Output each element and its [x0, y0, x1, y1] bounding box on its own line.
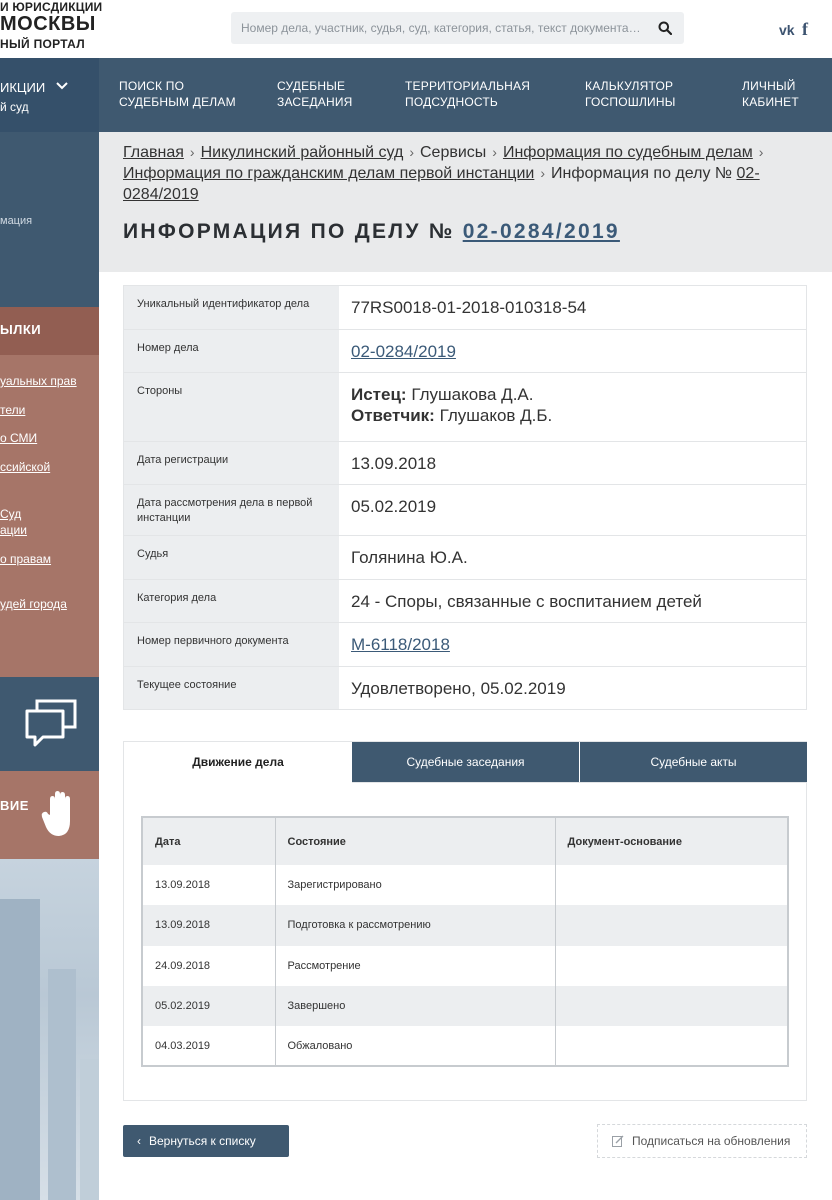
tab-court-hearings[interactable]: Судебные заседания [352, 742, 579, 782]
sidebar-link[interactable]: ации [0, 523, 27, 537]
case-number-link[interactable]: 02-0284/2019 [351, 342, 456, 361]
subscribe-updates-button[interactable] [597, 1124, 807, 1158]
nav-item-line: ЗАСЕДАНИЯ [277, 95, 353, 109]
sidebar-link[interactable]: удей города [0, 597, 67, 611]
breadcrumb-separator-icon: › [540, 165, 546, 181]
case-info-row [124, 373, 806, 442]
hand-icon [40, 789, 80, 841]
column-header-document: Документ-основание [555, 817, 788, 865]
logo-line-1: И ЮРИСДИКЦИИ [0, 0, 103, 14]
logo-line-3: НЫЙ ПОРТАЛ [0, 37, 85, 51]
page-title [123, 220, 620, 244]
building-shape [0, 899, 40, 1200]
sidebar-city-image [0, 859, 99, 1200]
page-title-case-link[interactable]: 02-0284/2019 [462, 220, 620, 243]
content-header [99, 132, 832, 272]
nav-case-search[interactable] [119, 78, 236, 110]
case-info-value: Удовлетворено, 05.02.2019 [351, 679, 566, 698]
case-info-row [124, 667, 806, 709]
breadcrumb-link-current-case[interactable]: 02-0284/2019 [123, 165, 760, 203]
breadcrumb-separator-icon: › [492, 144, 497, 160]
sidebar-link[interactable]: тели [0, 403, 26, 417]
sidebar-link[interactable]: Суд [0, 507, 22, 521]
back-button-label: Вернуться к списку [149, 1134, 256, 1148]
case-info-label: Судья [124, 536, 339, 579]
sidebar-reception-label: ВИЕ [0, 798, 29, 813]
movement-document [555, 905, 788, 945]
plaintiff-role: Истец: [351, 385, 407, 404]
sidebar-reception-block[interactable] [0, 771, 99, 859]
movement-date: 04.03.2019 [142, 1026, 275, 1066]
case-info-label: Номер первичного документа [124, 623, 339, 666]
breadcrumb-current: Информация по делу № [551, 165, 733, 182]
sidebar-link[interactable]: о правам [0, 552, 52, 566]
case-parties [339, 373, 806, 441]
table-row [142, 946, 788, 986]
movement-date: 05.02.2019 [142, 986, 275, 1026]
nav-court-hearings[interactable] [277, 78, 353, 110]
case-info-value [339, 623, 806, 666]
tab-case-movement[interactable]: Движение дела [124, 742, 352, 782]
sidebar-link[interactable]: уальных прав [0, 374, 77, 388]
case-info-value: 05.02.2019 [351, 497, 437, 516]
breadcrumb-separator-icon: › [758, 144, 764, 160]
logo-line-2: МОСКВЫ [0, 13, 96, 35]
case-info-label: Дата рассмотрения дела в первой инстанции [124, 485, 339, 535]
search-input[interactable] [231, 12, 646, 44]
nav-item-line: СУДЕБНЫМ ДЕЛАМ [119, 95, 236, 109]
nav-item-line: СУДЕБНЫЕ [277, 79, 346, 93]
table-row [142, 986, 788, 1026]
movement-date: 13.09.2018 [142, 865, 275, 905]
case-tabs-panel [123, 741, 807, 1101]
nav-item-line: ТЕРРИТОРИАЛЬНАЯ [405, 79, 531, 93]
movement-document [555, 1026, 788, 1066]
chevron-left-icon: ‹ [137, 1134, 141, 1148]
case-info-row [124, 286, 806, 330]
nav-fee-calculator[interactable] [585, 78, 676, 110]
case-info-label: Стороны [124, 373, 339, 441]
table-row [142, 905, 788, 945]
chevron-down-icon [56, 81, 68, 91]
edit-icon [612, 1135, 624, 1147]
subscribe-label: Подписаться на обновления [632, 1134, 791, 1148]
site-logo[interactable] [0, 0, 110, 58]
column-header-date: Дата [142, 817, 275, 865]
table-row [142, 1026, 788, 1066]
court-label: й суд [0, 100, 29, 114]
column-header-state: Состояние [275, 817, 555, 865]
case-info-value [339, 330, 806, 372]
case-info-value: 24 - Споры, связанные с воспитанием детей [351, 592, 702, 611]
nav-personal-account[interactable] [742, 78, 799, 110]
case-info-label: Номер дела [124, 330, 339, 372]
case-movement-table [141, 816, 789, 1067]
breadcrumb-link-home[interactable]: Главная [123, 144, 184, 161]
case-info-row [124, 442, 806, 485]
case-info-row [124, 330, 806, 373]
defendant-line [351, 405, 794, 426]
case-info-row [124, 623, 806, 667]
page-title-prefix: ИНФОРМАЦИЯ ПО ДЕЛУ № [123, 220, 455, 243]
chat-icon [23, 697, 79, 749]
back-to-list-button[interactable] [123, 1125, 289, 1157]
movement-document [555, 986, 788, 1026]
jurisdiction-selector[interactable] [0, 58, 99, 132]
movement-state: Обжаловано [275, 1026, 555, 1066]
case-info-table [123, 285, 807, 710]
search-box [231, 12, 684, 44]
breadcrumb-services: Сервисы [420, 144, 487, 161]
nav-item-line: ЛИЧНЫЙ [742, 79, 796, 93]
nav-item-line: ПОДСУДНОСТЬ [405, 95, 498, 109]
defendant-role: Ответчик: [351, 406, 435, 425]
jurisdiction-label: ИКЦИИ [0, 80, 46, 95]
table-row [142, 865, 788, 905]
breadcrumb-separator-icon: › [189, 144, 195, 160]
case-info-value: Голянина Ю.А. [351, 548, 468, 567]
plaintiff-name: Глушакова Д.А. [411, 385, 534, 404]
sidebar-link[interactable]: о СМИ [0, 431, 38, 445]
sidebar-links-block [0, 307, 99, 677]
case-info-label: Дата регистрации [124, 442, 339, 484]
table-header-row [142, 817, 788, 865]
building-shape [48, 969, 76, 1200]
nav-item-line: ПОИСК ПО [119, 79, 185, 93]
nav-territorial-jurisdiction[interactable] [405, 78, 530, 110]
breadcrumb-link-court[interactable]: Никулинский районный суд [200, 144, 404, 161]
facebook-icon[interactable]: f [802, 19, 808, 39]
site-header [0, 0, 832, 58]
sidebar-info-link[interactable]: мация [0, 215, 33, 227]
sidebar-feedback-block[interactable] [0, 677, 99, 771]
breadcrumb-link-civil-cases[interactable]: Информация по гражданским делам первой инстанции [123, 165, 535, 182]
movement-state: Подготовка к рассмотрению [275, 905, 555, 945]
plaintiff-line [351, 384, 794, 405]
tab-court-acts[interactable]: Судебные акты [580, 742, 807, 782]
nav-item-line: КАЛЬКУЛЯТОР [585, 79, 674, 93]
case-info-label: Категория дела [124, 580, 339, 622]
sidebar-info-block [0, 132, 99, 307]
movement-state: Зарегистрировано [275, 865, 555, 905]
movement-state: Завершено [275, 986, 555, 1026]
case-info-value: 77RS0018-01-2018-010318-54 [351, 298, 587, 317]
breadcrumb [123, 142, 803, 205]
movement-date: 13.09.2018 [142, 905, 275, 945]
tab-divider [352, 782, 807, 783]
movement-state: Рассмотрение [275, 946, 555, 986]
case-info-row [124, 580, 806, 623]
movement-date: 24.09.2018 [142, 946, 275, 986]
movement-document [555, 865, 788, 905]
defendant-name: Глушаков Д.Б. [439, 406, 553, 425]
nav-item-line: ГОСПОШЛИНЫ [585, 95, 676, 109]
case-info-value: 13.09.2018 [351, 454, 437, 473]
breadcrumb-link-case-info[interactable]: Информация по судебным делам [502, 144, 753, 161]
case-info-row [124, 536, 806, 580]
sidebar-links-header [0, 307, 99, 355]
search-icon[interactable] [658, 21, 672, 35]
nav-item-line: КАБИНЕТ [742, 95, 799, 109]
breadcrumb-separator-icon: › [409, 144, 414, 160]
vk-icon[interactable]: vk [779, 22, 795, 38]
case-info-label: Текущее состояние [124, 667, 339, 709]
building-shape [80, 1059, 99, 1200]
sidebar-links-title: ЫЛКИ [0, 322, 42, 337]
case-info-row [124, 485, 806, 536]
case-info-label: Уникальный идентификатор дела [124, 286, 339, 329]
main-nav [0, 58, 832, 132]
movement-document [555, 946, 788, 986]
primary-document-link[interactable]: М-6118/2018 [351, 635, 450, 654]
sidebar-link[interactable]: ссийской [0, 460, 51, 474]
